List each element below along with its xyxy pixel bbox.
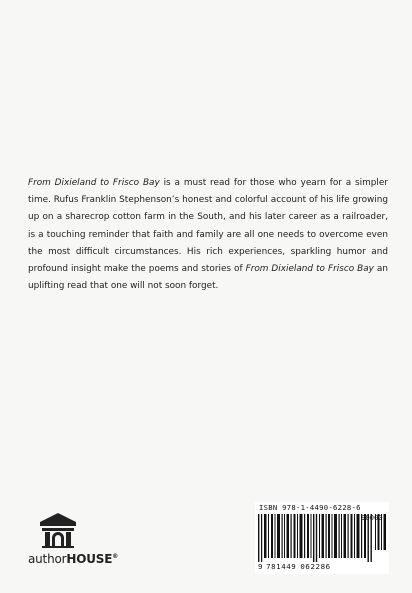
barcode-lead-digit: 9 <box>258 562 264 571</box>
publisher-name <box>28 552 138 566</box>
publisher-name-part2: HOUSE <box>66 552 113 566</box>
isbn-label <box>259 503 361 512</box>
publisher-name-part1: author <box>28 552 67 566</box>
book-title-italic: From Dixieland to Frisco Bay <box>245 264 374 275</box>
description-text-end: an uplifting read that one will not soon forget. <box>28 264 388 292</box>
description-text: is a must read for those who yearn for a simpler time. Rufus Franklin Stephenson’s honest and colorful account of his life growing up on a sharecrop cotton farm in the South, and his later career as a railroader, is a touching reminder that faith and family are all one needs to overcome even the most difficult circumstances. His rich experiences, sparkling humor and profound insight make the poems and stories of <box>28 178 388 275</box>
barcode-digits <box>258 562 331 571</box>
book-description <box>28 175 388 295</box>
book-title-italic: From Dixieland to Frisco Bay <box>28 178 160 188</box>
trademark-symbol: ® <box>112 553 119 560</box>
authorhouse-logo-icon <box>38 512 78 548</box>
barcode-digit-group-1: 781449 <box>266 562 297 571</box>
barcode-price-code: 90000 <box>361 513 383 522</box>
isbn-number: ISBN 978-1-4490-6228-6 <box>259 503 361 512</box>
publisher-logo <box>28 512 138 572</box>
barcode-digit-group-2: 062286 <box>300 562 331 571</box>
